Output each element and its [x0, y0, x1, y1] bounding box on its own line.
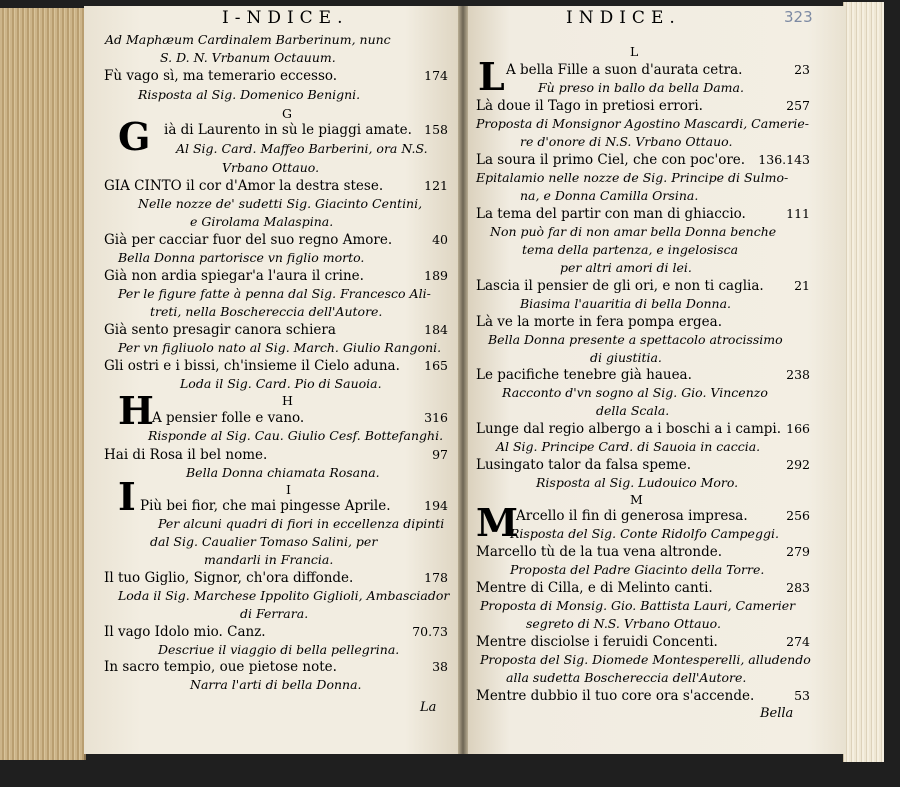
entry-incipit: Mentre dubbio il tuo core ora s'accende. — [476, 688, 755, 704]
entry-note: Risposta del Sig. Conte Ridolfo Campeggi. — [510, 526, 779, 541]
entry-note: Per alcuni quadri di fiori in eccellenza dipinti — [158, 516, 445, 531]
entry-note: Descriue il viaggio di bella pellegrina. — [158, 642, 400, 657]
entry-incipit: Fù vago sì, ma temerario eccesso. — [104, 68, 338, 84]
section-letter: L — [630, 44, 639, 59]
entry-page-number: 256 — [786, 508, 810, 523]
entry-note: mandarli in Francia. — [204, 552, 334, 567]
entry-note: Proposta di Monsig. Gio. Battista Lauri, Camerier — [480, 598, 796, 613]
entry-note: Bella Donna chiamata Rosana. — [186, 465, 380, 480]
entry-page-number: 166 — [786, 421, 810, 436]
entry-note: Al Sig. Card. Maffeo Barberini, ora N.S. — [176, 141, 428, 156]
entry-incipit: Là ve la morte in fera pompa ergea. — [476, 314, 723, 330]
entry-note: treti, nella Boschereccia dell'Autore. — [150, 304, 383, 319]
entry-note: di giustitia. — [590, 350, 662, 365]
entry-incipit: Lusingato talor da falsa speme. — [476, 457, 692, 473]
section-letter: I — [286, 482, 291, 497]
catchword: La — [420, 700, 437, 715]
entry-note: alla sudetta Boschereccia dell'Autore. — [506, 670, 747, 685]
entry-note: Proposta del Sig. Diomede Montesperelli, alludendo — [480, 652, 811, 667]
entry-incipit: Lascia il pensier de gli ori, e non ti caglia. — [476, 278, 764, 294]
drop-cap: G — [118, 114, 151, 159]
entry-note: Risposta al Sig. Ludouico Moro. — [536, 475, 739, 490]
entry-note: della Scala. — [596, 403, 670, 418]
entry-incipit: Arcello il fin di generosa impresa. — [516, 508, 748, 524]
entry-note: Proposta di Monsignor Agostino Mascardi, Camerie- — [476, 116, 810, 131]
entry-note: Vrbano Ottauo. — [222, 160, 320, 175]
entry-incipit: In sacro tempio, oue pietose note. — [104, 659, 337, 675]
entry-incipit: Già per cacciar fuor del suo regno Amore. — [104, 232, 393, 248]
entry-note: re d'onore di N.S. Vrbano Ottauo. — [520, 134, 733, 149]
entry-incipit: Lunge dal regio albergo a i boschi a i campi. — [476, 421, 782, 437]
entry-note: Epitalamio nelle nozze de Sig. Principe di Sulmo- — [476, 170, 789, 185]
entry-note: Narra l'arti di bella Donna. — [190, 677, 362, 692]
drop-cap: M — [476, 500, 519, 545]
entry-page-number: 174 — [424, 68, 448, 83]
entry-incipit: Il tuo Giglio, Signor, ch'ora diffonde. — [104, 570, 354, 586]
entry-incipit: A bella Fille a suon d'aurata cetra. — [506, 62, 743, 78]
entry-page-number: 238 — [786, 367, 810, 382]
entry-note: S. D. N. Vrbanum Octauum. — [160, 50, 336, 65]
entry-incipit: La tema del partir con man di ghiaccio. — [476, 206, 746, 222]
entry-note: Loda il Sig. Card. Pio di Sauoia. — [180, 376, 382, 391]
section-letter: G — [282, 106, 292, 121]
entry-note: e Girolama Malaspina. — [190, 214, 334, 229]
entry-page-number: 97 — [432, 447, 448, 462]
entry-note: na, e Donna Camilla Orsina. — [520, 188, 699, 203]
catchword: Bella — [760, 706, 794, 721]
entry-note: Proposta del Padre Giacinto della Torre. — [510, 562, 765, 577]
entry-note: Nelle nozze de' sudetti Sig. Giacinto Centini, — [138, 196, 423, 211]
drop-cap: H — [118, 388, 154, 433]
entry-page-number: 184 — [424, 322, 448, 337]
entry-incipit: La soura il primo Ciel, che con poc'ore. — [476, 152, 746, 168]
entry-note: Loda il Sig. Marchese Ippolito Giglioli, Ambasciador — [118, 588, 450, 603]
entry-page-number: 38 — [432, 659, 448, 674]
entry-note: Per le figure fatte à penna dal Sig. Francesco Ali- — [118, 286, 431, 301]
entry-page-number: 274 — [786, 634, 810, 649]
entry-incipit: Il vago Idolo mio. Canz. — [104, 624, 266, 640]
entry-note: Per vn figliuolo nato al Sig. March. Giulio Rangoni. — [118, 340, 442, 355]
entry-page-number: 23 — [794, 62, 810, 77]
entry-incipit: GIA CINTO il cor d'Amor la destra stese. — [104, 178, 384, 194]
entry-page-number: 165 — [424, 358, 448, 373]
entry-incipit: Già non ardia spiegar'a l'aura il crine. — [104, 268, 364, 284]
entry-page-number: 40 — [432, 232, 448, 247]
entry-page-number: 189 — [424, 268, 448, 283]
entry-note: Fù preso in ballo da bella Dama. — [538, 80, 744, 95]
entry-note: Al Sig. Principe Card. di Sauoia in caccia. — [496, 439, 761, 454]
page-header: INDICE. — [566, 8, 681, 28]
section-letter: H — [282, 393, 293, 408]
page-header: I-NDICE. — [222, 8, 349, 28]
entry-incipit: ià di Laurento in sù le piaggi amate. — [164, 122, 412, 138]
entry-note: Bella Donna presente a spettacolo atrocissimo — [488, 332, 783, 347]
entry-note: tema della partenza, e ingelosisca — [522, 242, 739, 257]
entry-page-number: 178 — [424, 570, 448, 585]
entry-incipit: Marcello tù de la tua vena altronde. — [476, 544, 723, 560]
entry-page-number: 111 — [786, 206, 810, 221]
entry-incipit: A pensier folle e vano. — [152, 410, 305, 426]
entry-incipit: Gli ostri e i bissi, ch'insieme il Cielo aduna. — [104, 358, 400, 374]
section-letter: M — [630, 492, 643, 507]
drop-cap: I — [118, 474, 136, 519]
entry-note: Non può far di non amar bella Donna benche — [490, 224, 777, 239]
entry-page-number: 21 — [794, 278, 810, 293]
entry-note: segreto di N.S. Vrbano Ottauo. — [526, 616, 721, 631]
entry-incipit: Le pacifiche tenebre già hauea. — [476, 367, 692, 383]
entry-note: Biasima l'auaritia di bella Donna. — [520, 296, 732, 311]
entry-note: dal Sig. Caualier Tomaso Salini, per — [150, 534, 378, 549]
entry-incipit: Mentre di Cilla, e di Melinto canti. — [476, 580, 713, 596]
entry-note: di Ferrara. — [240, 606, 309, 621]
entry-incipit: Hai di Rosa il bel nome. — [104, 447, 268, 463]
entry-page-number: 194 — [424, 498, 448, 513]
entry-page-number: 283 — [786, 580, 810, 595]
entry-page-number: 292 — [786, 457, 810, 472]
entry-incipit: Più bei fior, che mai pingesse Aprile. — [140, 498, 391, 514]
drop-cap: L — [478, 54, 505, 99]
entry-page-number: 70.73 — [412, 624, 448, 639]
entry-page-number: 158 — [424, 122, 448, 137]
entry-note: Bella Donna partorisce vn figlio morto. — [118, 250, 365, 265]
entry-page-number: 121 — [424, 178, 448, 193]
entry-page-number: 279 — [786, 544, 810, 559]
entry-note: Ad Maphæum Cardinalem Barberinum, nunc — [105, 32, 391, 47]
entry-page-number: 316 — [424, 410, 448, 425]
entry-note: per altri amori di lei. — [560, 260, 692, 275]
entry-note: Risponde al Sig. Cau. Giulio Cesf. Bottefanghi. — [148, 428, 444, 443]
entry-page-number: 136.143 — [758, 152, 810, 167]
entry-page-number: 53 — [794, 688, 810, 703]
entry-incipit: Già sento presagir canora schiera — [104, 322, 336, 338]
entry-incipit: Là doue il Tago in pretiosi errori. — [476, 98, 703, 114]
folio-number: 323 — [784, 8, 813, 26]
entry-note: Racconto d'vn sogno al Sig. Gio. Vincenzo — [502, 385, 768, 400]
entry-page-number: 257 — [786, 98, 810, 113]
entry-note: Risposta al Sig. Domenico Benigni. — [138, 87, 361, 102]
entry-incipit: Mentre disciolse i feruidi Concenti. — [476, 634, 718, 650]
